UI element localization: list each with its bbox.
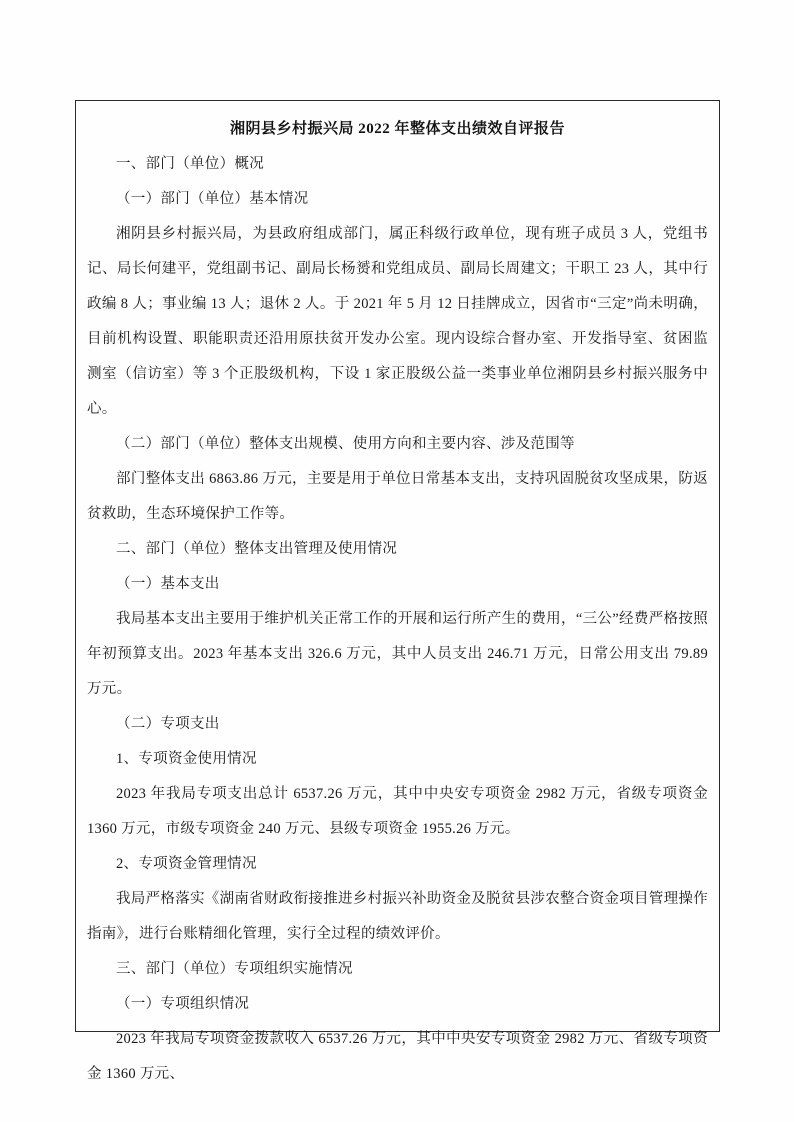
subsection-heading: （二）专项支出 bbox=[116, 716, 220, 732]
subsection-heading: （二）部门（单位）整体支出规模、使用方向和主要内容、涉及范围等 bbox=[116, 436, 575, 452]
section-heading: 一、部门（单位）概况 bbox=[116, 156, 264, 172]
section-heading: 二、部门（单位）整体支出管理及使用情况 bbox=[116, 541, 398, 557]
document-border-box bbox=[75, 100, 720, 1082]
body-paragraph: 我局基本支出主要用于维护机关正常工作的开展和运行所产生的费用，“三公”经费严格按照年初预算支出。2023 年基本支出 326.6 万元，其中人员支出 246.71 万元，日常公用支出 79.89 万元。 bbox=[87, 611, 708, 697]
body-paragraph: 湘阴县乡村振兴局，为县政府组成部门，属正科级行政单位，现有班子成员 3 人，党组书记、局长何建平，党组副书记、副局长杨赟和党组成员、副局长周建文；干职工 23 人，其中行政编 8 人；事业编 13 人；退休 2 人。于 2021 年 5 月 12 日挂牌成立，因省市“三定”尚未明确，目前机构设置、职能职责还沿用原扶贫开发办公室。现内设综合督办室、开发指导室、贫困监测室（信访室）等 3 个正股级机构，下设 1 家正股级公益一类事业单位湘阴县乡村振兴服务中心。 bbox=[87, 226, 708, 417]
body-paragraph: 2023 年我局专项资金拨款收入 6537.26 万元，其中中央安专项资金 2982 万元、省级专项资金 1360 万元、 bbox=[87, 1031, 708, 1082]
body-paragraph: 我局严格落实《湖南省财政衔接推进乡村振兴补助资金及脱贫县涉农整合资金项目管理操作指南》，进行台账精细化管理，实行全过程的绩效评价。 bbox=[87, 891, 708, 942]
list-heading: 1、专项资金使用情况 bbox=[116, 751, 257, 767]
section-heading: 三、部门（单位）专项组织实施情况 bbox=[116, 961, 353, 977]
subsection-heading: （一）基本支出 bbox=[116, 576, 220, 592]
document-title: 湘阴县乡村振兴局 2022 年整体支出绩效自评报告 bbox=[229, 121, 565, 137]
body-paragraph: 部门整体支出 6863.86 万元，主要是用于单位日常基本支出，支持巩固脱贫攻坚成果，防返贫救助，生态环境保护工作等。 bbox=[87, 471, 708, 522]
body-paragraph: 2023 年我局专项支出总计 6537.26 万元，其中中央安专项资金 2982 万元，省级专项资金 1360 万元，市级专项资金 240 万元、县级专项资金 1955.26 万元。 bbox=[87, 786, 708, 837]
subsection-heading: （一）部门（单位）基本情况 bbox=[116, 191, 309, 207]
subsection-heading: （一）专项组织情况 bbox=[116, 996, 250, 1012]
list-heading: 2、专项资金管理情况 bbox=[116, 856, 257, 872]
